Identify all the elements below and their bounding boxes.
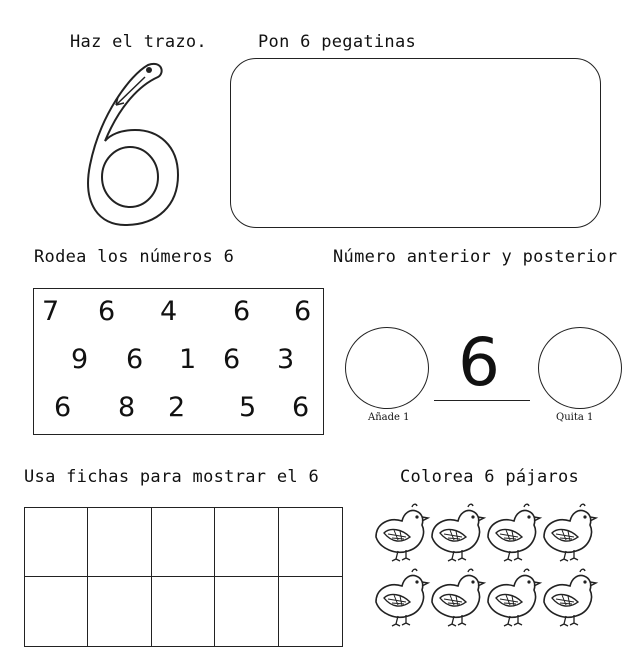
grid-number[interactable]: 3 xyxy=(277,344,295,375)
ten-frame-cell[interactable] xyxy=(25,577,88,646)
ten-frame-cell[interactable] xyxy=(152,508,215,577)
grid-number[interactable]: 2 xyxy=(168,392,186,423)
grid-number[interactable]: 6 xyxy=(233,296,251,327)
grid-number[interactable]: 6 xyxy=(98,296,116,327)
grid-number[interactable]: 9 xyxy=(71,344,89,375)
stickers-heading: Pon 6 pegatinas xyxy=(258,32,417,52)
birds-heading: Colorea 6 pájaros xyxy=(400,467,580,487)
bird-icon[interactable] xyxy=(484,568,544,628)
tokens-heading: Usa fichas para mostrar el 6 xyxy=(24,467,319,487)
bird-icon[interactable] xyxy=(372,568,432,628)
grid-number[interactable]: 1 xyxy=(179,344,197,375)
sticker-box[interactable] xyxy=(230,58,601,228)
ten-frame-cell[interactable] xyxy=(215,577,278,646)
grid-number[interactable]: 8 xyxy=(118,392,136,423)
grid-number[interactable]: 4 xyxy=(160,296,178,327)
ten-frame-cell[interactable] xyxy=(88,577,151,646)
bird-icon[interactable] xyxy=(372,503,432,563)
next-number-circle[interactable] xyxy=(538,327,622,409)
grid-number[interactable]: 7 xyxy=(42,296,60,327)
neighbors-heading: Número anterior y posterior xyxy=(333,247,618,267)
previous-label: Añade 1 xyxy=(368,412,410,423)
ten-frame xyxy=(24,507,343,647)
trace-six-outline xyxy=(70,55,190,235)
grid-number[interactable]: 6 xyxy=(54,392,72,423)
bird-icon[interactable] xyxy=(484,503,544,563)
ten-frame-cell[interactable] xyxy=(25,508,88,577)
circle-heading: Rodea los números 6 xyxy=(34,247,235,267)
grid-number[interactable]: 5 xyxy=(239,392,257,423)
ten-frame-cell[interactable] xyxy=(215,508,278,577)
ten-frame-cell[interactable] xyxy=(279,508,342,577)
number-grid xyxy=(33,288,324,435)
trace-heading: Haz el trazo. xyxy=(70,32,207,52)
trace-start-dot-icon xyxy=(146,67,152,73)
next-label: Quita 1 xyxy=(556,412,594,423)
number-underline xyxy=(434,400,530,401)
previous-number-circle[interactable] xyxy=(345,327,429,409)
center-number: 6 xyxy=(458,324,500,401)
grid-number[interactable]: 6 xyxy=(292,392,310,423)
grid-number[interactable]: 6 xyxy=(294,296,312,327)
bird-icon[interactable] xyxy=(540,503,600,563)
bird-icon[interactable] xyxy=(540,568,600,628)
ten-frame-cell[interactable] xyxy=(152,577,215,646)
grid-number[interactable]: 6 xyxy=(223,344,241,375)
ten-frame-cell[interactable] xyxy=(279,577,342,646)
bird-icon[interactable] xyxy=(428,503,488,563)
ten-frame-cell[interactable] xyxy=(88,508,151,577)
grid-number[interactable]: 6 xyxy=(126,344,144,375)
bird-icon[interactable] xyxy=(428,568,488,628)
